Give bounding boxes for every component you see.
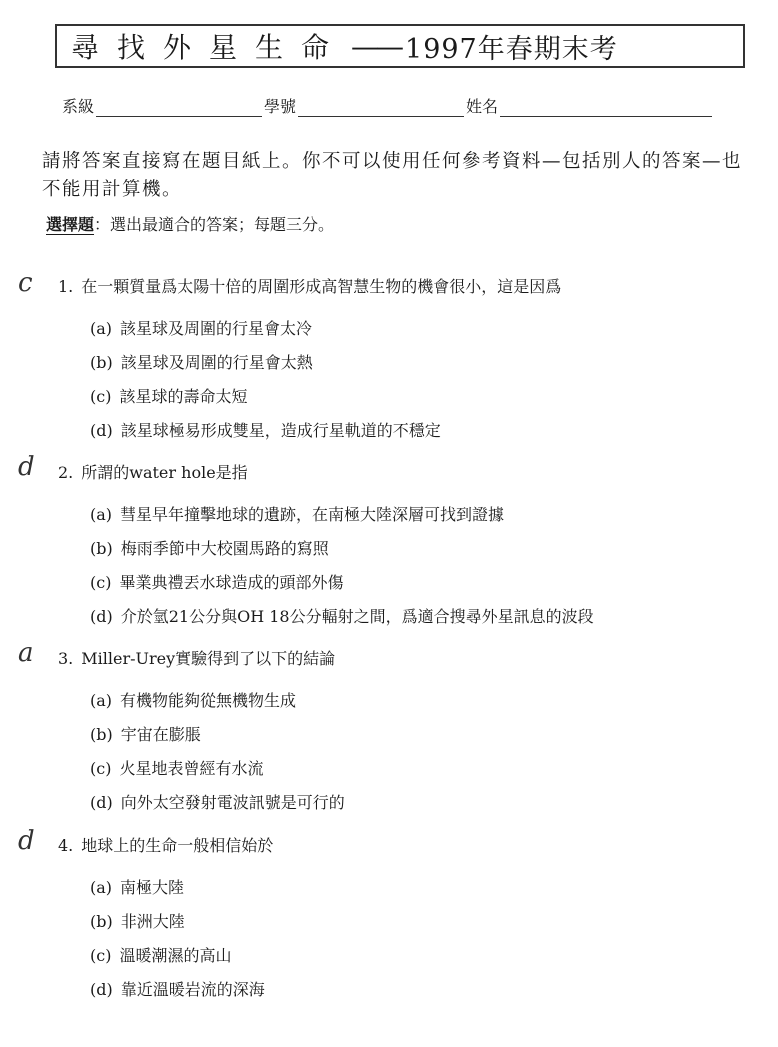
option-letter: (b) <box>90 725 113 744</box>
answer-option[interactable] <box>90 384 247 407</box>
option-text: 宇宙在膨脹 <box>120 725 201 744</box>
question-stem <box>58 646 335 669</box>
option-text: 梅雨季節中大校園馬路的寫照 <box>120 539 329 558</box>
answer-option[interactable] <box>90 536 329 559</box>
option-text: 非洲大陸 <box>120 912 185 931</box>
title-dash: —— <box>351 29 402 63</box>
question-text: 地球上的生命一般相信始於 <box>81 836 274 855</box>
option-text: 靠近溫暖岩流的深海 <box>120 980 265 999</box>
option-text: 該星球及周圍的行星會太熱 <box>120 353 313 372</box>
handwritten-answer: a <box>18 638 34 668</box>
option-letter: (b) <box>90 912 113 931</box>
section-label: 選擇題 <box>46 215 95 234</box>
option-text: 該星球及周圍的行星會太冷 <box>120 319 313 338</box>
option-text: 該星球的壽命太短 <box>119 387 248 406</box>
answer-option[interactable] <box>90 790 345 813</box>
question-number: 4. <box>58 836 74 855</box>
option-letter: (b) <box>90 539 113 558</box>
exam-title-box <box>55 24 745 68</box>
exam-instructions: 請將答案直接寫在題目紙上。你不可以使用任何參考資料—包括別人的答案—也不能用計算機。 <box>42 151 743 200</box>
question-number: 1. <box>58 277 74 296</box>
question-text: 所謂的water hole是指 <box>81 463 248 482</box>
student-info-fields <box>62 94 752 117</box>
option-letter: (d) <box>90 421 113 440</box>
option-letter: (c) <box>90 387 112 406</box>
option-text: 火星地表曾經有水流 <box>119 759 264 778</box>
option-letter: (d) <box>90 793 113 812</box>
question-stem <box>58 274 561 297</box>
department-label: 系級 <box>62 97 95 116</box>
question-text: 在一顆質量爲太陽十倍的周圍形成高智慧生物的機會很小，這是因爲 <box>81 277 562 296</box>
option-letter: (b) <box>90 353 113 372</box>
answer-option[interactable] <box>90 977 265 1000</box>
answer-option[interactable] <box>90 875 184 898</box>
answer-option[interactable] <box>90 316 312 339</box>
option-letter: (c) <box>90 573 112 592</box>
section-header <box>46 212 334 235</box>
option-text: 彗星早年撞擊地球的遺跡，在南極大陸深層可找到證據 <box>120 505 505 524</box>
section-description: ：選出最適合的答案；每題三分。 <box>94 215 335 234</box>
exam-subtitle: 1997年春期末考 <box>405 33 618 65</box>
name-label: 姓名 <box>466 97 499 116</box>
name-field[interactable] <box>500 102 712 117</box>
answer-option[interactable] <box>90 418 441 441</box>
option-text: 向外太空發射電波訊號是可行的 <box>120 793 345 812</box>
option-letter: (a) <box>90 319 113 338</box>
handwritten-answer: d <box>18 452 35 482</box>
option-letter: (a) <box>90 878 113 897</box>
option-text: 畢業典禮丟水球造成的頭部外傷 <box>119 573 344 592</box>
answer-option[interactable] <box>90 502 504 525</box>
student-id-label: 學號 <box>264 97 297 116</box>
question-stem <box>58 833 273 856</box>
option-text: 南極大陸 <box>120 878 185 897</box>
option-letter: (d) <box>90 980 113 999</box>
option-text: 該星球極易形成雙星，造成行星軌道的不穩定 <box>120 421 441 440</box>
question-stem <box>58 460 248 483</box>
question-text: Miller-Urey實驗得到了以下的結論 <box>81 649 336 668</box>
option-letter: (a) <box>90 505 113 524</box>
option-text: 溫暖潮濕的高山 <box>119 946 232 965</box>
question-number: 3. <box>58 649 74 668</box>
answer-option[interactable] <box>90 604 594 627</box>
answer-option[interactable] <box>90 756 263 779</box>
option-text: 有機物能夠從無機物生成 <box>120 691 297 710</box>
option-letter: (c) <box>90 759 112 778</box>
handwritten-answer: c <box>18 268 33 298</box>
question-number: 2. <box>58 463 74 482</box>
answer-option[interactable] <box>90 943 231 966</box>
option-letter: (c) <box>90 946 112 965</box>
answer-option[interactable] <box>90 350 313 373</box>
option-letter: (d) <box>90 607 113 626</box>
option-letter: (a) <box>90 691 113 710</box>
department-field[interactable] <box>96 102 262 117</box>
answer-option[interactable] <box>90 570 343 593</box>
answer-option[interactable] <box>90 722 201 745</box>
answer-option[interactable] <box>90 688 296 711</box>
answer-option[interactable] <box>90 909 185 932</box>
exam-title: 尋找外星生命 <box>71 31 348 64</box>
option-text: 介於氫21公分與OH 18公分輻射之間，爲適合搜尋外星訊息的波段 <box>120 607 594 626</box>
student-id-field[interactable] <box>298 102 464 117</box>
handwritten-answer: d <box>18 826 35 856</box>
